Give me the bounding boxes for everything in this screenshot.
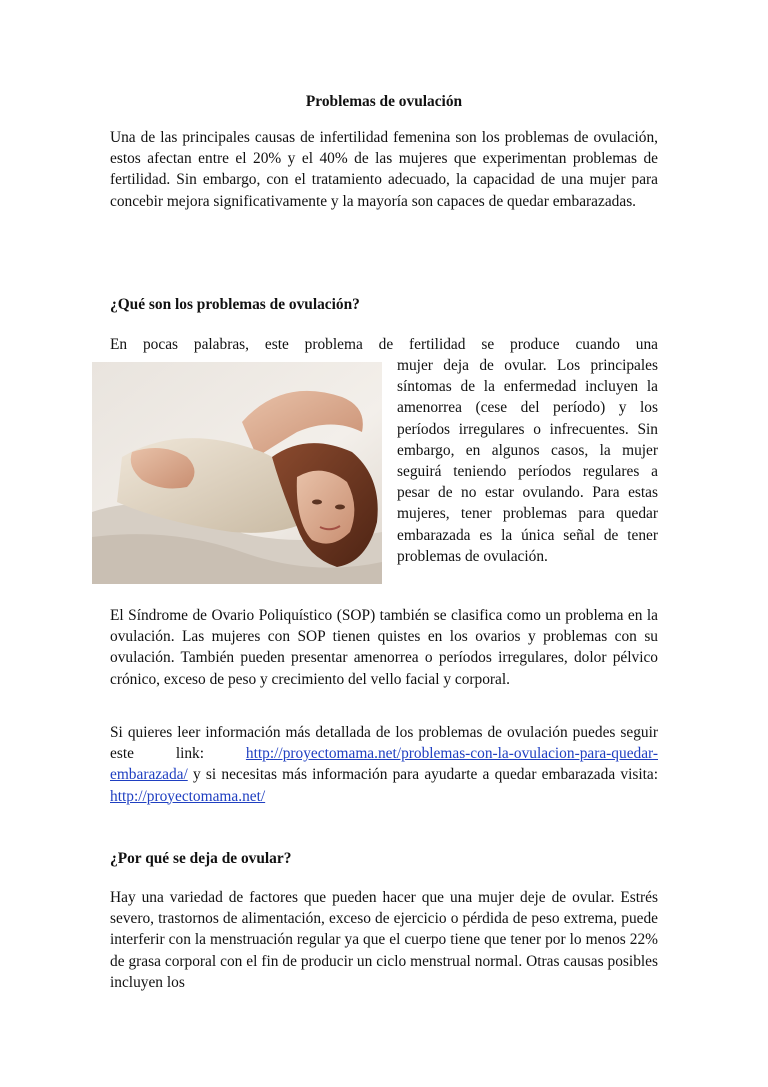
- more-info-middle: y si necesitas más información para ayudarte a quedar embarazada visita:: [187, 766, 658, 784]
- more-info-paragraph: [110, 722, 658, 807]
- float-paragraph: mujer deja de ovular. Los principales síntomas de la enfermedad incluyen la amenorrea (cese del período) y los períodos irregulares o infrecuentes. Sin embargo, en algunos casos, la mujer seguirá teniendo períodos regulares a pesar de no estar ovulando. Para estas mujeres, tener problemas para quedar embarazada es la única señal de tener problemas de ovulación.: [397, 357, 658, 565]
- woman-lying-photo: [92, 362, 382, 584]
- intro-paragraph: Una de las principales causas de infertilidad femenina son los problemas de ovulación, estos afectan entre el 20% y el 40% de las mujeres que experimentan problemas de fertilidad. Sin embargo, con el tratamiento adecuado, la capacidad de una mujer para concebir mejora significativamente y la mayoría son capaces de quedar embarazadas.: [110, 129, 658, 210]
- page-title: Problemas de ovulación: [305, 93, 463, 110]
- more-info-text: Si quieres leer información más detallada de los problemas de ovulación puedes seguir este link:: [110, 724, 658, 763]
- section-heading-por-que: ¿Por qué se deja de ovular?: [110, 850, 292, 867]
- section1-lead: En pocas palabras, este problema de fertilidad se produce cuando una: [110, 336, 658, 353]
- section2-paragraph: Hay una variedad de factores que pueden hacer que una mujer deje de ovular. Estrés severo, trastornos de alimentación, exceso de ejercicio o pérdida de peso extrema, puede interferir con la menstruación regular ya que el cuerpo tiene que tener por lo menos 22% de grasa corporal con el fin de producir un ciclo menstrual normal. Otras causas posibles incluyen los: [110, 889, 658, 991]
- link-problemas-ovulacion[interactable]: http://proyectomama.net/problemas-con-la-ovulacion-para-quedar-embarazada/: [110, 745, 658, 784]
- sop-paragraph: El Síndrome de Ovario Poliquístico (SOP) también se clasifica como un problema en la ovulación. Las mujeres con SOP tienen quistes en los ovarios y problemas con su ovulación. También pueden presentar amenorrea o períodos irregulares, dolor pélvico crónico, exceso de peso y crecimiento del vello facial y corporal.: [110, 607, 658, 688]
- section-heading-que-son: ¿Qué son los problemas de ovulación?: [110, 296, 360, 313]
- link-proyectomama[interactable]: http://proyectomama.net/: [110, 787, 266, 805]
